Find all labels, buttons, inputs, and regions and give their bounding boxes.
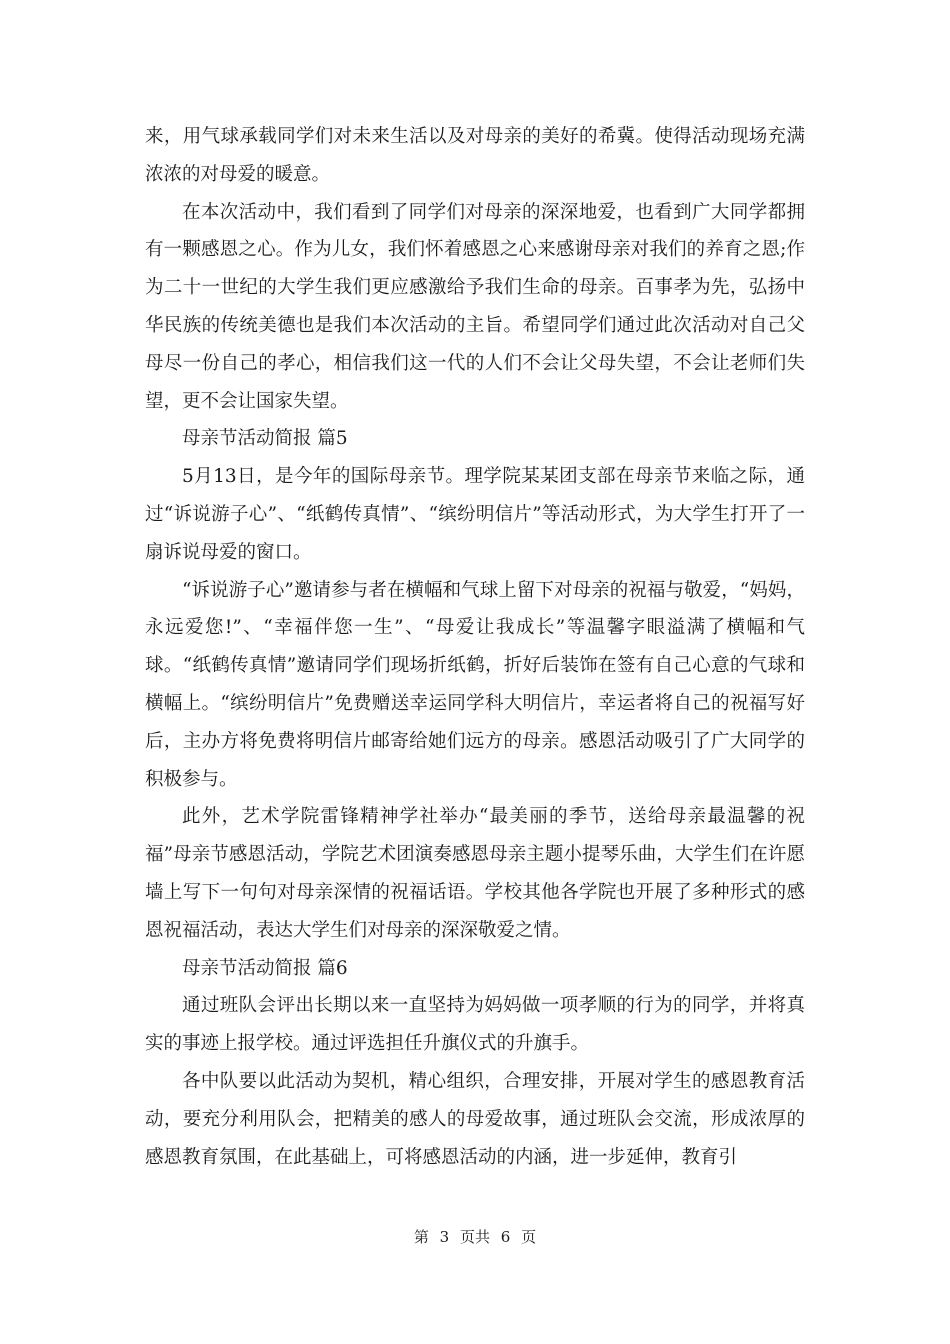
section-heading-6: 母亲节活动简报 篇6 (182, 957, 348, 979)
paragraph-1: 来，用气球承载同学们对未来生活以及对母亲的美好的希冀。使得活动现场充满浓浓的对母爱的暖意。 (145, 126, 805, 185)
page-footer: 第 3 页共 6 页 (413, 1228, 537, 1246)
paragraph-7: 各中队要以此活动为契机，精心组织，合理安排，开展对学生的感恩教育活动，要充分利用队会，把精美的感人的母爱故事，通过班队会交流，形成浓厚的感恩教育氛围，在此基础上，可将感恩活动的内涵，进一步延伸，教育引 (145, 1070, 805, 1168)
document-body (145, 118, 805, 1176)
paragraph-5: 此外，艺术学院雷锋精神学社举办“最美丽的季节，送给母亲最温馨的祝福”母亲节感恩活动，学院艺术团演奏感恩母亲主题小提琴乐曲，大学生们在许愿墙上写下一句句对母亲深情的祝福话语。学校其他各学院也开展了多种形式的感恩祝福活动，表达大学生们对母亲的深深敬爱之情。 (145, 806, 805, 941)
paragraph-6: 通过班队会评出长期以来一直坚持为妈妈做一项孝顺的行为的同学，并将真实的事迹上报学校。通过评选担任升旗仪式的升旗手。 (145, 995, 805, 1055)
paragraph-3: 5月13日，是今年的国际母亲节。理学院某某团支部在母亲节来临之际，通过“诉说游子心”、“纸鹤传真情”、“缤纷明信片”等活动形式，为大学生打开了一扇诉说母爱的窗口。 (145, 466, 805, 563)
paragraph-4: “诉说游子心”邀请参与者在横幅和气球上留下对母亲的祝福与敬爱，“妈妈，永远爱您!”、“幸福伴您一生”、“母爱让我成长”等温馨字眼溢满了横幅和气球。“纸鹤传真情”邀请同学们现场折纸鹤，折好后装饰在签有自己心意的气球和横幅上。“缤纷明信片”免费赠送幸运同学科大明信片，幸运者将自己的祝福写好后，主办方将免费将明信片邮寄给她们远方的母亲。感恩活动吸引了广大同学的积极参与。 (145, 579, 805, 790)
section-heading-5: 母亲节活动简报 篇5 (182, 428, 348, 450)
paragraph-2: 在本次活动中，我们看到了同学们对母亲的深深地爱，也看到广大同学都拥有一颗感恩之心。作为儿女，我们怀着感恩之心来感谢母亲对我们的养育之恩;作为二十一世纪的大学生我们更应感激给予我们生命的母亲。百事孝为先，弘扬中华民族的传统美德也是我们本次活动的主旨。希望同学们通过此次活动对自己父母尽一份自己的孝心，相信我们这一代的人们不会让父母失望，不会让老师们失望，更不会让国家失望。 (145, 201, 805, 412)
